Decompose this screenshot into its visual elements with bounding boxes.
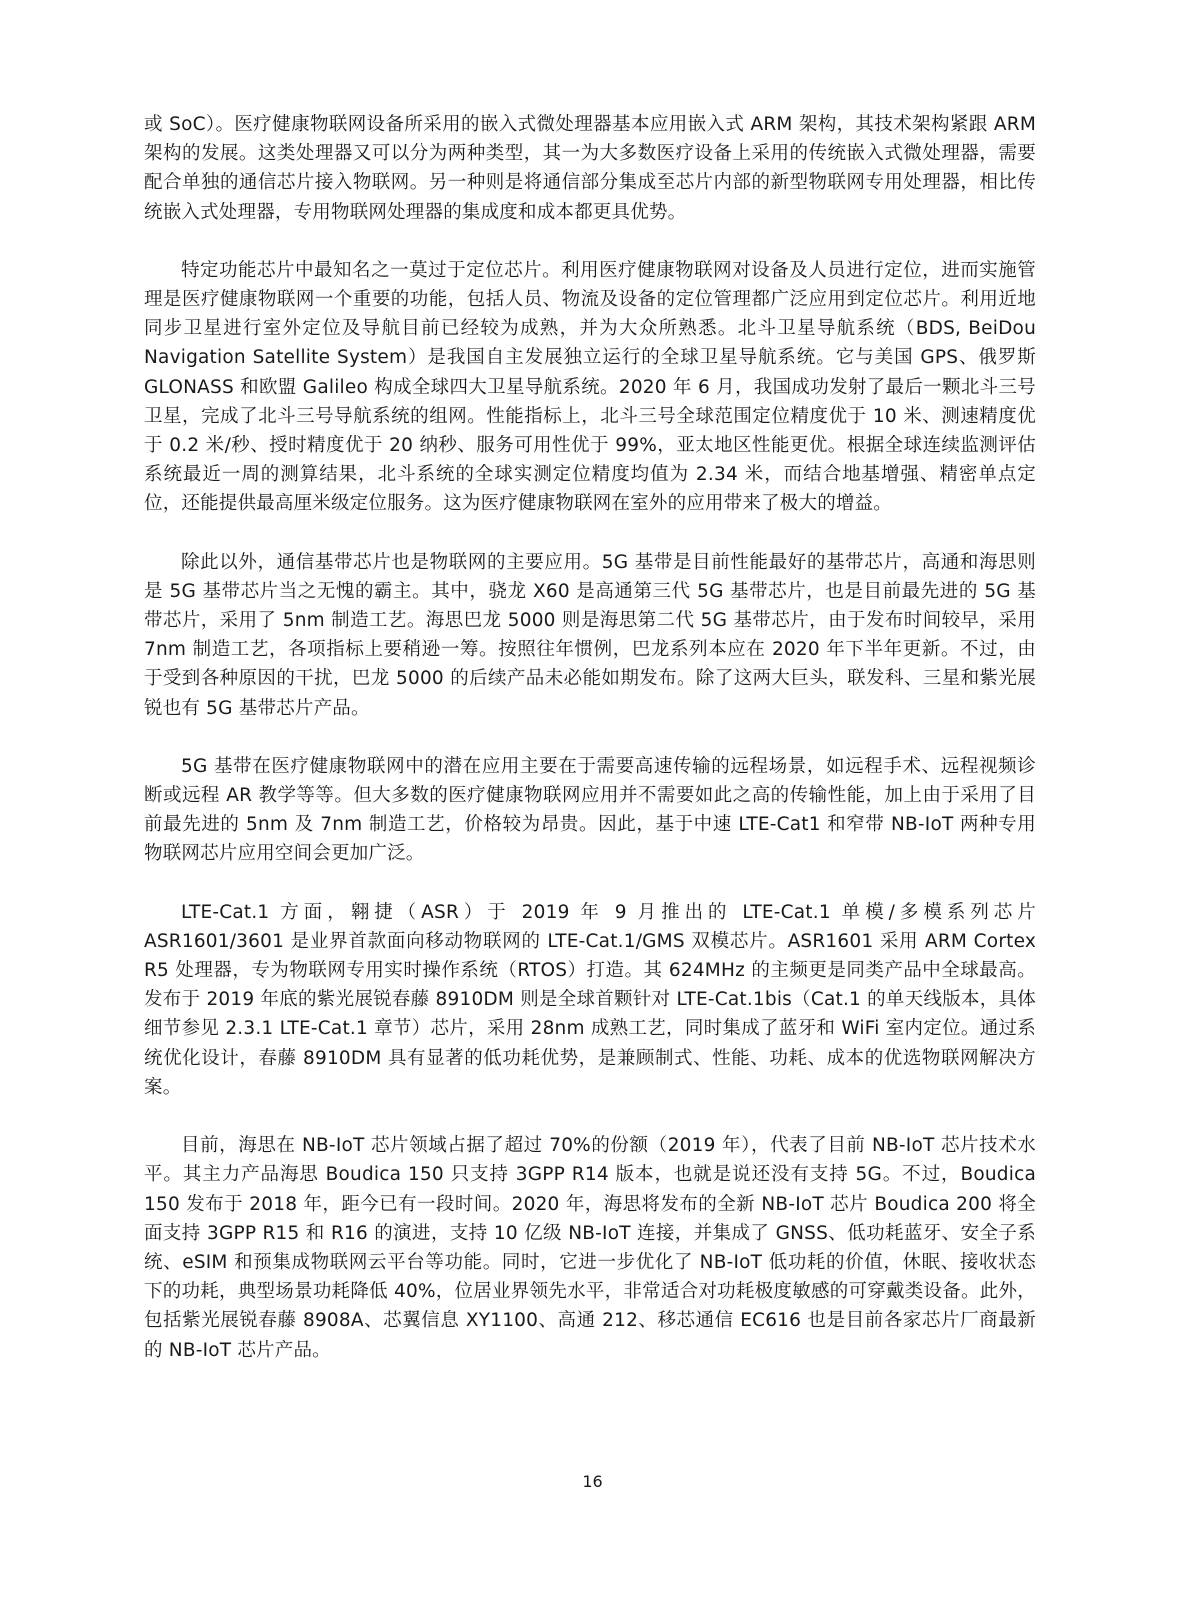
page-number: 16 [582,1472,603,1491]
paragraph-5g-applications: 5G 基带在医疗健康物联网中的潜在应用主要在于需要高速传输的远程场景，如远程手术、远程视频诊断或远程 AR 教学等等。但大多数的医疗健康物联网应用并不需要如此之高的传输性能，加上由于采用了目前最先进的 5nm 及 7nm 制造工艺，价格较为昂贵。因此，基于中速 LTE-Cat1 和窄带 NB-IoT 两种专用物联网芯片应用空间会更加广泛。 [144,755,1036,865]
paragraph-gap [144,723,1036,752]
document-body [144,110,1036,1365]
paragraph-positioning-chips: 特定功能芯片中最知名之一莫过于定位芯片。利用医疗健康物联网对设备及人员进行定位，进而实施管理是医疗健康物联网一个重要的功能，包括人员、物流及设备的定位管理都广泛应用到定位芯片。利用近地同步卫星进行室外定位及导航目前已经较为成熟，并为大众所熟悉。北斗卫星导航系统（BDS, BeiDou Navigation Satellite System）是我国自主发展独立运行的全球卫星导航系统。它与美国 GPS、俄罗斯 GLONASS 和欧盟 Galileo 构成全球四大卫星导航系统。2020 年 6 月，我国成功发射了最后一颗北斗三号卫星，完成了北斗三号导航系统的组网。性能指标上，北斗三号全球范围定位精度优于 10 米、测速精度优于 0.2 米/秒、授时精度优于 20 纳秒、服务可用性优于 99%，亚太地区性能更优。根据全球连续监测评估系统最近一周的测算结果，北斗系统的全球实测定位精度均值为 2.34 米，而结合地基增强、精密单点定位，还能提供最高厘米级定位服务。这为医疗健康物联网在室外的应用带来了极大的增益。 [144,259,1036,515]
paragraph-gap [144,869,1036,898]
paragraph-gap [144,227,1036,256]
paragraph-gap [144,519,1036,548]
paragraph-gap [144,1102,1036,1131]
paragraph-baseband-chips: 除此以外，通信基带芯片也是物联网的主要应用。5G 基带是目前性能最好的基带芯片，高通和海思则是 5G 基带芯片当之无愧的霸主。其中，骁龙 X60 是高通第三代 5G 基带芯片，也是目前最先进的 5G 基带芯片，采用了 5nm 制造工艺。海思巴龙 5000 则是海思第二代 5G 基带芯片，由于发布时间较早，采用 7nm 制造工艺，各项指标上要稍逊一筹。按照往年惯例，巴龙系列本应在 2020 年下半年更新。不过，由于受到各种原因的干扰，巴龙 5000 的后续产品未必能如期发布。除了这两大巨头，联发科、三星和紫光展锐也有 5G 基带芯片产品。 [144,551,1036,719]
paragraph-soc-continuation: 或 SoC）。医疗健康物联网设备所采用的嵌入式微处理器基本应用嵌入式 ARM 架构，其技术架构紧跟 ARM 架构的发展。这类处理器又可以分为两种类型，其一为大多数医疗设备上采用的传统嵌入式微处理器，需要配合单独的通信芯片接入物联网。另一种则是将通信部分集成至芯片内部的新型物联网专用处理器，相比传统嵌入式处理器，专用物联网处理器的集成度和成本都更具优势。 [144,114,1036,223]
paragraph-lte-cat1: LTE-Cat.1 方面，翱捷（ASR）于 2019 年 9 月推出的 LTE-Cat.1 单模/多模系列芯片 ASR1601/3601 是业界首款面向移动物联网的 LTE-Cat.1/GMS 双模芯片。ASR1601 采用 ARM Cortex R5 处理器，专为物联网专用实时操作系统（RTOS）打造。其 624MHz 的主频更是同类产品中全球最高。发布于 2019 年底的紫光展锐春藤 8910DM 则是全球首颗针对 LTE-Cat.1bis（Cat.1 的单天线版本，具体细节参见 2.3.1 LTE-Cat.1 章节）芯片，采用 28nm 成熟工艺，同时集成了蓝牙和 WiFi 室内定位。通过系统优化设计，春藤 8910DM 具有显著的低功耗优势，是兼顾制式、性能、功耗、成本的优选物联网解决方案。 [144,901,1036,1098]
paragraph-nb-iot: 目前，海思在 NB-IoT 芯片领域占据了超过 70%的份额（2019 年），代表了目前 NB-IoT 芯片技术水平。其主力产品海思 Boudica 150 只支持 3GPP R14 版本，也就是说还没有支持 5G。不过，Boudica 150 发布于 2018 年，距今已有一段时间。2020 年，海思将发布的全新 NB-IoT 芯片 Boudica 200 将全面支持 3GPP R15 和 R16 的演进，支持 10 亿级 NB-IoT 连接，并集成了 GNSS、低功耗蓝牙、安全子系统、eSIM 和预集成物联网云平台等功能。同时，它进一步优化了 NB-IoT 低功耗的价值，休眠、接收状态下的功耗，典型场景功耗降低 40%，位居业界领先水平，非常适合对功耗极度敏感的可穿戴类设备。此外，包括紫光展锐春藤 8908A、芯翼信息 XY1100、高通 212、移芯通信 EC616 也是目前各家芯片厂商最新的 NB-IoT 芯片产品。 [144,1135,1036,1361]
